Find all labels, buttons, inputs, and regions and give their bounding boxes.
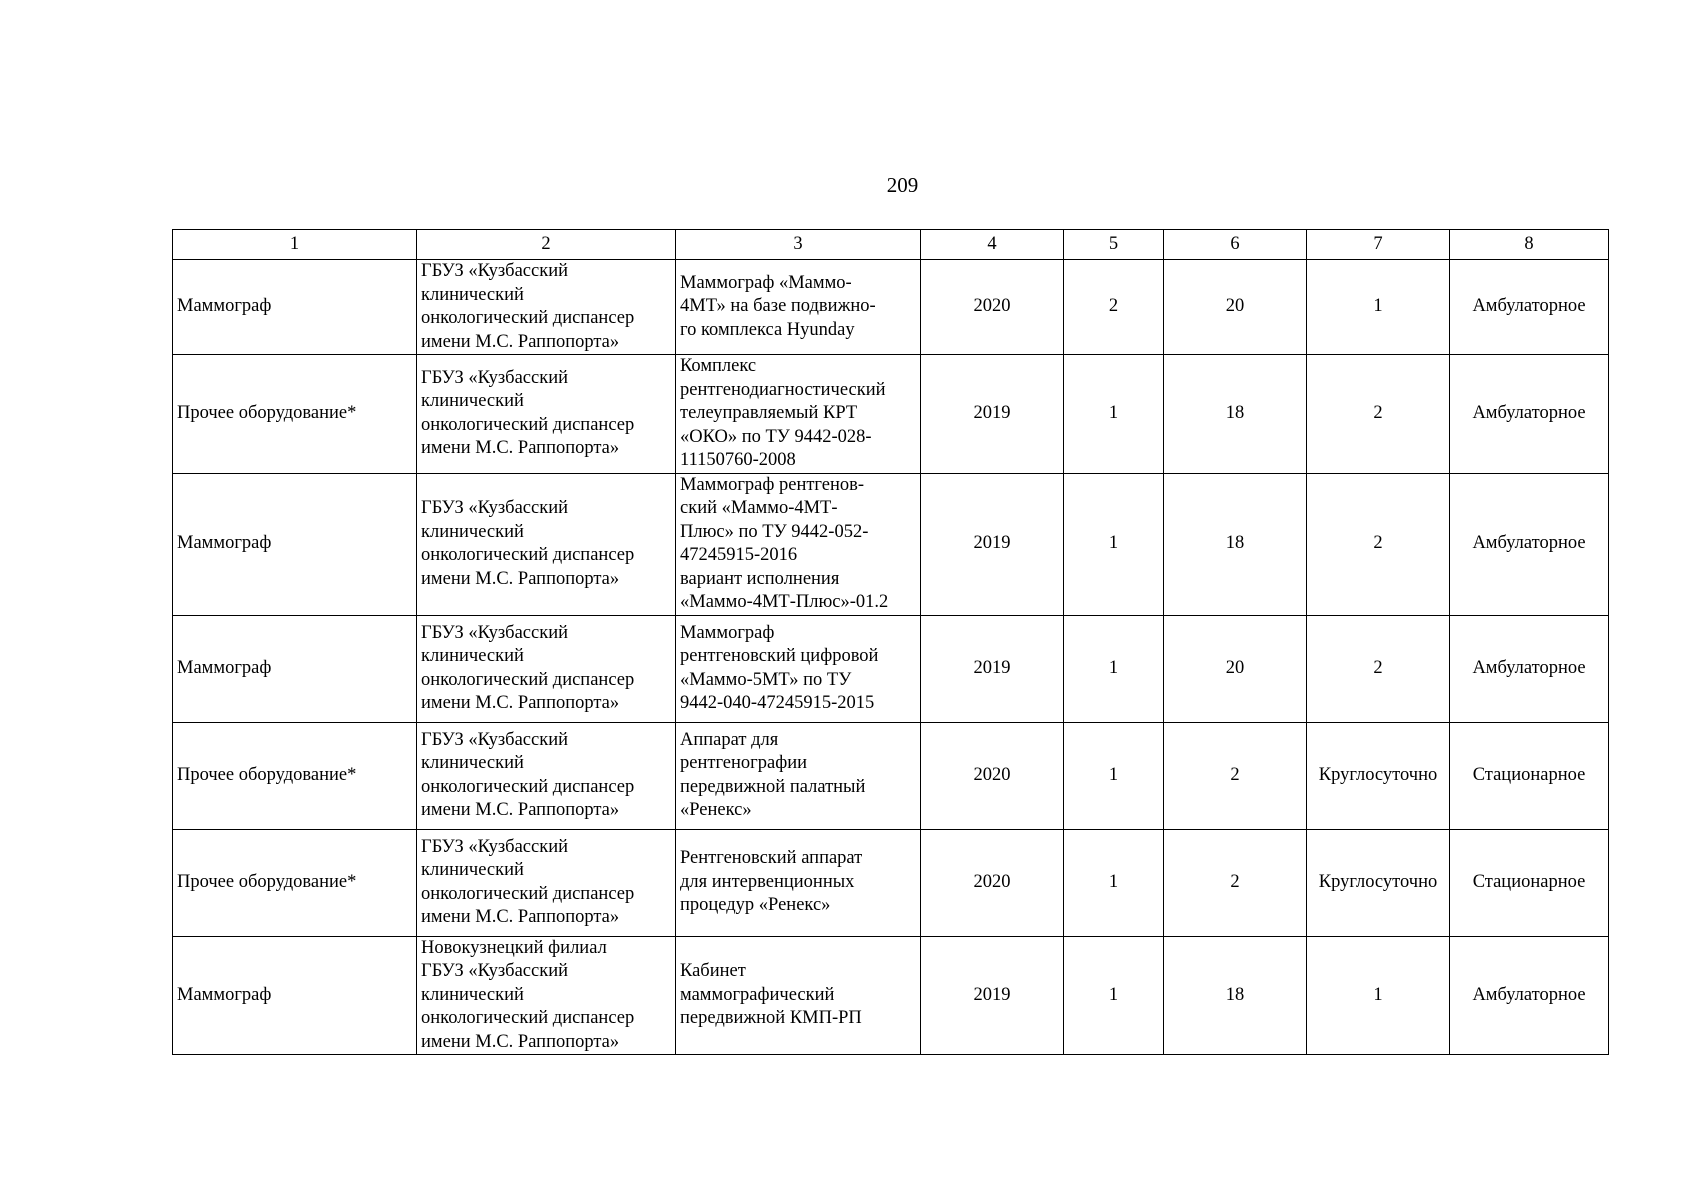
organization-cell-line: ГБУЗ «Кузбасский — [421, 961, 569, 981]
model-cell-line: го комплекса Hyunday — [680, 319, 855, 340]
column-7-cell: Круглосуточно — [1307, 722, 1450, 829]
year-cell: 2020 — [921, 260, 1064, 355]
organization-cell — [417, 473, 676, 615]
model-cell-line: ский «Маммо-4МТ- — [680, 498, 838, 518]
model-cell-line: Аппарат для — [680, 729, 779, 750]
column-header: 6 — [1164, 230, 1307, 260]
organization-cell-line: клинический — [421, 284, 524, 305]
column-6-cell: 18 — [1164, 473, 1307, 615]
organization-cell-line: имени М.С. Раппопорта» — [421, 800, 620, 820]
model-cell-line: передвижной КМП-РП — [680, 1008, 862, 1028]
organization-cell-line: имени М.С. Раппопорта» — [421, 693, 620, 713]
column-6-cell: 18 — [1164, 355, 1307, 474]
equipment-type-cell: Прочее оборудование* — [173, 722, 417, 829]
table-row — [173, 936, 1609, 1055]
column-6-cell: 20 — [1164, 615, 1307, 722]
column-6-cell: 2 — [1164, 829, 1307, 936]
organization-cell-line: ГБУЗ «Кузбасский — [421, 836, 569, 857]
column-header: 4 — [921, 230, 1064, 260]
column-7-cell: 2 — [1307, 473, 1450, 615]
column-7-cell: 1 — [1307, 936, 1450, 1055]
organization-cell-line: клинический — [421, 753, 524, 773]
care-type-cell: Стационарное — [1450, 722, 1609, 829]
organization-cell-line: имени М.С. Раппопорта» — [421, 907, 620, 927]
column-7-cell: 2 — [1307, 615, 1450, 722]
table-row — [173, 615, 1609, 722]
model-cell — [676, 829, 921, 936]
model-cell — [676, 355, 921, 474]
model-cell-line: Плюс» по ТУ 9442-052- — [680, 521, 869, 542]
model-cell-line: 47245915-2016 — [680, 545, 798, 565]
equipment-type-cell: Прочее оборудование* — [173, 355, 417, 474]
year-cell: 2019 — [921, 615, 1064, 722]
page-number: 209 — [886, 173, 919, 197]
organization-cell — [417, 722, 676, 829]
model-cell-line: процедур «Ренекс» — [680, 895, 831, 916]
model-cell-line: Комплекс — [680, 356, 757, 376]
column-6-cell: 18 — [1164, 936, 1307, 1055]
model-cell-line: Рентгеновский аппарат — [680, 848, 863, 869]
equipment-type-cell: Маммограф — [173, 615, 417, 722]
equipment-type-cell: Маммограф — [173, 936, 417, 1055]
year-cell: 2019 — [921, 936, 1064, 1055]
model-cell-line: Маммограф рентгенов- — [680, 474, 865, 495]
model-cell-line: для интервенционных — [680, 871, 855, 892]
equipment-type-cell: Прочее оборудование* — [173, 829, 417, 936]
model-cell-line: телеуправляемый КРТ — [680, 403, 858, 423]
organization-cell — [417, 355, 676, 474]
model-cell — [676, 722, 921, 829]
organization-cell-line: ГБУЗ «Кузбасский — [421, 622, 569, 643]
care-type-cell: Амбулаторное — [1450, 473, 1609, 615]
column-header: 8 — [1450, 230, 1609, 260]
organization-cell — [417, 829, 676, 936]
organization-cell-line: онкологический диспансер — [421, 669, 635, 690]
organization-cell — [417, 615, 676, 722]
organization-cell-line: имени М.С. Раппопорта» — [421, 438, 620, 459]
organization-cell-line: клинический — [421, 391, 524, 412]
table-row — [173, 473, 1609, 615]
column-header: 2 — [417, 230, 676, 260]
organization-cell-line: ГБУЗ «Кузбасский — [421, 367, 569, 388]
organization-cell-line: клинический — [421, 646, 524, 666]
organization-cell — [417, 936, 676, 1055]
organization-cell-line: онкологический диспансер — [421, 883, 635, 904]
model-cell-line: рентгенодиагностический — [680, 379, 886, 400]
column-5-cell: 1 — [1064, 936, 1164, 1055]
column-5-cell: 1 — [1064, 615, 1164, 722]
table-row — [173, 260, 1609, 355]
organization-cell-line: онкологический диспансер — [421, 414, 635, 435]
model-cell-line: Маммограф «Маммо- — [680, 272, 852, 293]
organization-cell-line: клинический — [421, 984, 524, 1005]
model-cell — [676, 473, 921, 615]
organization-cell-line: имени М.С. Раппопорта» — [421, 1031, 620, 1052]
year-cell: 2019 — [921, 473, 1064, 615]
column-5-cell: 2 — [1064, 260, 1164, 355]
model-cell-line: 4МТ» на базе подвижно- — [680, 296, 876, 317]
care-type-cell: Амбулаторное — [1450, 260, 1609, 355]
header-row — [173, 230, 1609, 260]
model-cell — [676, 260, 921, 355]
model-cell-line: Маммограф — [680, 622, 775, 643]
model-cell-line: маммографический — [680, 984, 835, 1005]
column-5-cell: 1 — [1064, 722, 1164, 829]
column-header: 7 — [1307, 230, 1450, 260]
table-row — [173, 722, 1609, 829]
table-body — [173, 260, 1609, 1055]
model-cell-line: 9442-040-47245915-2015 — [680, 693, 875, 713]
column-header: 5 — [1064, 230, 1164, 260]
model-cell-line: рентгенографии — [680, 753, 807, 773]
column-7-cell: 2 — [1307, 355, 1450, 474]
organization-cell-line: Новокузнецкий филиал — [421, 937, 607, 958]
model-cell-line: «Маммо-4МТ-Плюс»-01.2 — [680, 592, 889, 612]
organization-cell-line: ГБУЗ «Кузбасский — [421, 261, 569, 281]
column-header: 1 — [173, 230, 417, 260]
model-cell-line: «Маммо-5МТ» по ТУ — [680, 669, 852, 690]
year-cell: 2020 — [921, 829, 1064, 936]
organization-cell — [417, 260, 676, 355]
column-7-cell: Круглосуточно — [1307, 829, 1450, 936]
organization-cell-line: клинический — [421, 860, 524, 880]
column-5-cell: 1 — [1064, 355, 1164, 474]
equipment-type-cell: Маммограф — [173, 260, 417, 355]
care-type-cell: Амбулаторное — [1450, 615, 1609, 722]
organization-cell-line: ГБУЗ «Кузбасский — [421, 729, 569, 750]
table-row — [173, 829, 1609, 936]
care-type-cell: Амбулаторное — [1450, 355, 1609, 474]
organization-cell-line: ГБУЗ «Кузбасский — [421, 498, 569, 518]
model-cell-line: «ОКО» по ТУ 9442-028- — [680, 426, 872, 447]
column-5-cell: 1 — [1064, 473, 1164, 615]
model-cell — [676, 615, 921, 722]
organization-cell-line: онкологический диспансер — [421, 308, 635, 328]
column-header: 3 — [676, 230, 921, 260]
model-cell — [676, 936, 921, 1055]
model-cell-line: вариант исполнения — [680, 568, 840, 589]
equipment-type-cell: Маммограф — [173, 473, 417, 615]
care-type-cell: Амбулаторное — [1450, 936, 1609, 1055]
care-type-cell: Стационарное — [1450, 829, 1609, 936]
column-6-cell: 20 — [1164, 260, 1307, 355]
model-cell-line: 11150760-2008 — [680, 450, 796, 470]
model-cell-line: рентгеновский цифровой — [680, 646, 879, 666]
column-6-cell: 2 — [1164, 722, 1307, 829]
model-cell-line: передвижной палатный — [680, 776, 866, 797]
organization-cell-line: онкологический диспансер — [421, 1008, 635, 1028]
model-cell-line: Кабинет — [680, 961, 746, 981]
organization-cell-line: онкологический диспансер — [421, 545, 635, 565]
model-cell-line: «Ренекс» — [680, 800, 752, 820]
organization-cell-line: имени М.С. Раппопорта» — [421, 568, 620, 589]
equipment-table — [172, 229, 1609, 1055]
table-row — [173, 355, 1609, 474]
organization-cell-line: онкологический диспансер — [421, 776, 635, 797]
organization-cell-line: клинический — [421, 521, 524, 542]
column-7-cell: 1 — [1307, 260, 1450, 355]
year-cell: 2020 — [921, 722, 1064, 829]
year-cell: 2019 — [921, 355, 1064, 474]
column-5-cell: 1 — [1064, 829, 1164, 936]
organization-cell-line: имени М.С. Раппопорта» — [421, 331, 620, 352]
